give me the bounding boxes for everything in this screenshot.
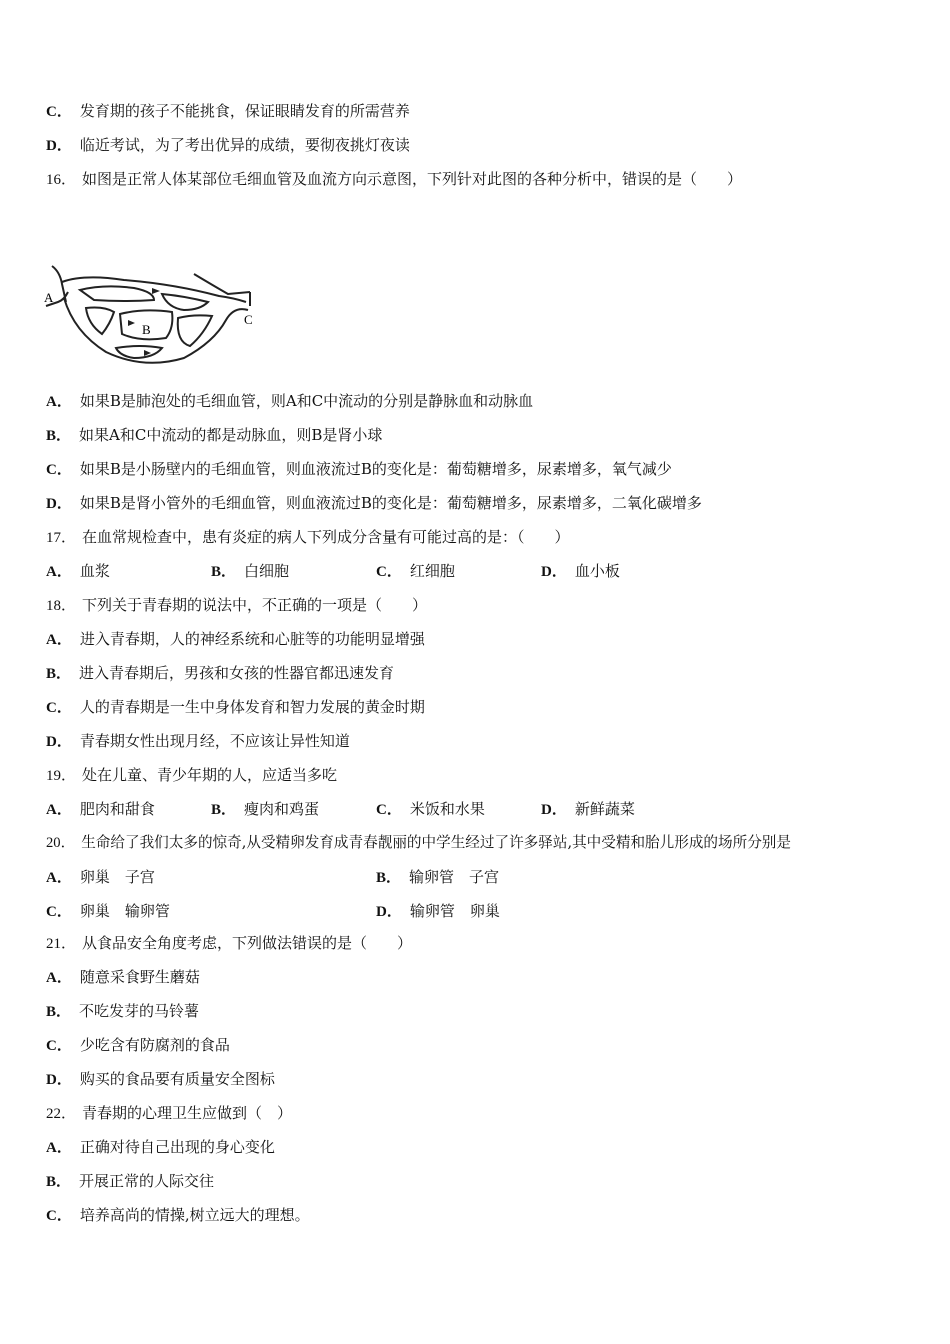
option-label: C． [376, 802, 402, 818]
question-text: 生命给了我们太多的惊奇,从受精卵发育成青春靓丽的中学生经过了许多驿站,其中受精和胎儿形成的场所分别是 [81, 834, 791, 851]
option-text: 随意采食野生蘑菇 [79, 968, 200, 986]
option-label: B． [211, 564, 237, 580]
option-line [46, 966, 200, 989]
question-21 [46, 932, 412, 955]
option-line [46, 1068, 275, 1091]
option-text: 不吃发芽的马铃薯 [79, 1002, 200, 1020]
label-a: A [44, 290, 54, 305]
option-line [46, 1204, 310, 1227]
label-c: C [244, 312, 253, 327]
option-text: 如果B是肾小管外的毛细血管，则血液流过B的变化是：葡萄糖增多，尿素增多，二氧化碳增多 [79, 494, 702, 512]
option-line [46, 730, 350, 753]
question-text: 下列关于青春期的说法中，不正确的一项是（ ） [82, 596, 428, 614]
option-label: D． [46, 496, 72, 512]
question-number: 16． [46, 172, 77, 188]
option-line [541, 798, 635, 821]
option-line [46, 1136, 275, 1159]
option-line [376, 560, 455, 583]
question-text: 青春期的心理卫生应做到（ ） [82, 1104, 293, 1122]
option-line [376, 900, 500, 923]
question-text: 处在儿童、青少年期的人，应适当多吃 [82, 766, 338, 784]
option-text: 血浆 [79, 562, 110, 580]
option-text: 输卵管 卵巢 [409, 902, 500, 920]
option-label: C． [46, 104, 72, 120]
option-label: A． [46, 1140, 72, 1156]
option-line [376, 798, 485, 821]
question-number: 21． [46, 936, 77, 952]
question-18 [46, 594, 427, 617]
option-label: C． [376, 564, 402, 580]
question-20 [46, 832, 791, 854]
option-text: 瘦肉和鸡蛋 [244, 800, 320, 818]
question-number: 18． [46, 598, 77, 614]
question-number: 20． [46, 835, 76, 851]
option-text: 培养高尚的情操,树立远大的理想。 [79, 1206, 310, 1224]
option-label: A． [46, 564, 72, 580]
question-22 [46, 1102, 292, 1125]
option-line [46, 390, 533, 413]
option-line [46, 1000, 199, 1023]
option-text: 购买的食品要有质量安全图标 [79, 1070, 275, 1088]
option-text: 血小板 [574, 562, 620, 580]
option-line [46, 1170, 214, 1193]
question-text: 在血常规检查中，患有炎症的病人下列成分含量有可能过高的是：（ ） [82, 528, 570, 546]
option-label: B． [211, 802, 237, 818]
option-line [46, 628, 425, 651]
option-text: 白细胞 [244, 562, 290, 580]
option-text: 如果B是肺泡处的毛细血管，则A和C中流动的分别是静脉血和动脉血 [79, 392, 534, 410]
option-d-line [46, 134, 410, 157]
option-label: C． [46, 462, 72, 478]
option-label: A． [46, 870, 72, 886]
option-text: 青春期女性出现月经，不应该让异性知道 [79, 732, 350, 750]
option-text: 卵巢 输卵管 [79, 902, 170, 920]
option-label: D． [46, 1072, 72, 1088]
option-label: B． [46, 666, 72, 682]
option-text: 正确对待自己出现的身心变化 [79, 1138, 275, 1156]
option-text: 进入青春期，人的神经系统和心脏等的功能明显增强 [79, 630, 425, 648]
option-label: D． [46, 734, 72, 750]
option-text: 临近考试，为了考出优异的成绩，要彻夜挑灯夜读 [79, 136, 410, 154]
option-label: A． [46, 802, 72, 818]
option-line [46, 424, 382, 447]
option-label: A． [46, 394, 72, 410]
option-text: 新鲜蔬菜 [574, 800, 635, 818]
option-line [46, 560, 110, 583]
option-text: 如果B是小肠壁内的毛细血管，则血液流过B的变化是：葡萄糖增多，尿素增多，氧气减少 [79, 460, 672, 478]
option-text: 输卵管 子宫 [409, 868, 500, 886]
question-number: 17． [46, 530, 77, 546]
option-line [46, 492, 702, 515]
option-line [46, 866, 155, 889]
option-label: B． [376, 870, 402, 886]
option-label: B． [46, 1004, 72, 1020]
option-label: A． [46, 632, 72, 648]
label-b: B [142, 322, 151, 337]
option-text: 人的青春期是一生中身体发育和智力发展的黄金时期 [79, 698, 425, 716]
option-line [211, 560, 289, 583]
question-number: 22． [46, 1106, 77, 1122]
option-text: 开展正常的人际交往 [79, 1172, 215, 1190]
option-label: C． [46, 1208, 72, 1224]
option-label: B． [46, 1174, 72, 1190]
option-c-line [46, 100, 410, 123]
option-line [46, 662, 394, 685]
capillary-diagram [44, 262, 264, 374]
option-text: 进入青春期后，男孩和女孩的性器官都迅速发育 [79, 664, 395, 682]
option-text: 卵巢 子宫 [79, 868, 155, 886]
option-line [46, 696, 425, 719]
option-text: 红细胞 [409, 562, 455, 580]
question-16 [46, 168, 742, 191]
option-label: C． [46, 904, 72, 920]
question-text: 如图是正常人体某部位毛细血管及血流方向示意图，下列针对此图的各种分析中，错误的是（ ） [82, 170, 743, 188]
option-label: A． [46, 970, 72, 986]
option-label: D． [376, 904, 402, 920]
question-number: 19． [46, 768, 77, 784]
option-label: C． [46, 1038, 72, 1054]
option-line [46, 900, 170, 923]
option-label: D． [541, 564, 567, 580]
option-label: D． [541, 802, 567, 818]
option-text: 少吃含有防腐剂的食品 [79, 1036, 230, 1054]
option-line [211, 798, 319, 821]
question-19 [46, 764, 337, 787]
option-text: 发育期的孩子不能挑食，保证眼睛发育的所需营养 [79, 102, 410, 120]
option-line [46, 798, 155, 821]
option-label: B． [46, 428, 72, 444]
question-text: 从食品安全角度考虑，下列做法错误的是（ ） [82, 934, 413, 952]
option-line [541, 560, 620, 583]
option-text: 肥肉和甜食 [79, 800, 155, 818]
option-text: 如果A和C中流动的都是动脉血，则B是肾小球 [79, 426, 383, 444]
option-label: D． [46, 138, 72, 154]
option-line [46, 458, 672, 481]
option-text: 米饭和水果 [409, 800, 485, 818]
option-line [46, 1034, 230, 1057]
option-label: C． [46, 700, 72, 716]
question-17 [46, 526, 570, 549]
option-line [376, 866, 499, 889]
